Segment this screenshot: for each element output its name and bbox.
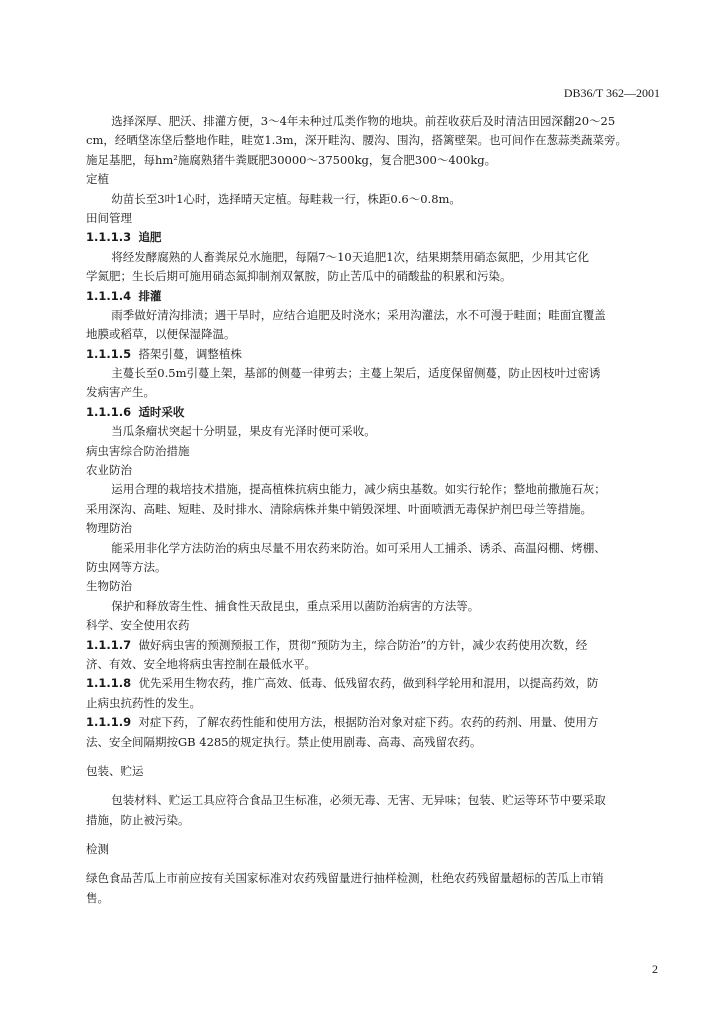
standard-number: DB36/T 362—2001 <box>563 86 660 100</box>
clause-text: 优先采用生物农药，推广高效、低毒、低残留农药，做到科学轮用和混用，以提高药效，防 <box>138 676 599 691</box>
clause-title: 排灌 <box>138 288 162 303</box>
section-heading-pesticide-use: 科学、安全使用农药 <box>86 618 190 633</box>
clause-heading-1-1-1-4 <box>86 287 658 306</box>
clause-heading-1-1-1-5 <box>86 345 658 364</box>
clause-1-1-1-9 <box>86 713 658 732</box>
section-heading-dingzhi: 定植 <box>86 172 109 187</box>
paragraph-line: 幼苗长至3叶1心时，选择晴天定植。每畦栽一行，株距0.6～0.8m。 <box>111 191 461 206</box>
clause-text: 对症下药，了解农药性能和使用方法，根据防治对象对症下药。农药的药剂、用量、使用方 <box>138 715 599 730</box>
paragraph-line: 售。 <box>86 890 109 905</box>
clause-1-1-1-7 <box>86 636 658 655</box>
paragraph-line: 止病虫抗药性的发生。 <box>86 695 201 710</box>
paragraph-line: 济、有效、安全地将病虫害控制在最低水平。 <box>86 656 316 671</box>
clause-number: 1.1.1.3 <box>86 230 132 245</box>
paragraph-line: 绿色食品苦瓜上市前应按有关国家标准对农药残留量进行抽样检测，杜绝农药残留量超标的苦瓜上市销 <box>86 871 604 886</box>
paragraph-line: 防虫网等方法。 <box>86 559 167 574</box>
paragraph-line: 法、安全间隔期按GB 4285的规定执行。禁止使用剧毒、高毒、高残留农药。 <box>86 734 482 749</box>
paragraph-line: 能采用非化学方法防治的病虫尽量不用农药来防治。如可采用人工捕杀、诱杀、高温闷棚、烤棚、 <box>111 540 606 555</box>
paragraph-line: 运用合理的栽培技术措施，提高植株抗病虫能力，减少病虫基数。如实行轮作；整地前撒施石灰； <box>111 482 606 497</box>
clause-number: 1.1.1.9 <box>86 715 132 730</box>
paragraph-line: 采用深沟、高畦、短畦、及时排水、清除病株并集中销毁深埋、叶面喷洒无毒保护剂巴母兰等措施。 <box>86 501 592 516</box>
clause-title: 适时采收 <box>138 404 185 419</box>
paragraph-line: 选择深厚、肥沃、排灌方便，3～4年未种过瓜类作物的地块。前茬收获后及时清洁田园深翻20～25 <box>111 114 616 128</box>
document-body <box>86 112 658 908</box>
paragraph-line: 包装材料、贮运工具应符合食品卫生标准，必须无毒、无害、无异味；包装、贮运等环节中要采取 <box>111 793 606 808</box>
paragraph-line: 当瓜条瘤状突起十分明显，果皮有光泽时便可采收。 <box>111 424 376 439</box>
section-heading-pest-control: 病虫害综合防治措施 <box>86 443 190 458</box>
section-heading-packaging: 包装、贮运 <box>86 763 144 778</box>
clause-text: 做好病虫害的预测预报工作，贯彻“预防为主，综合防治”的方针，减少农药使用次数，经 <box>138 637 588 652</box>
section-heading-field-management: 田间管理 <box>86 210 132 225</box>
clause-heading-1-1-1-3 <box>86 228 658 247</box>
section-heading-physical: 物理防治 <box>86 521 132 536</box>
paragraph-line: 学氮肥；生长后期可施用硝态氮抑制剂双氰胺，防止苦瓜中的硝酸盐的积累和污染。 <box>86 269 512 284</box>
paragraph-line: 施足基肥，每hm²施腐熟猪牛粪厩肥30000～37500kg，复合肥300～400kg。 <box>86 152 497 167</box>
clause-number: 1.1.1.7 <box>86 637 132 652</box>
clause-number: 1.1.1.8 <box>86 676 132 691</box>
paragraph-line: 保护和释放寄生性、捕食性天敌昆虫，重点采用以菌防治病害的方法等。 <box>111 598 480 613</box>
paragraph-line: 将经发酵腐熟的人畜粪尿兑水施肥，每隔7～10天追肥1次，结果期禁用硝态氮肥，少用其它化 <box>111 249 590 264</box>
section-heading-biological: 生物防治 <box>86 579 132 594</box>
clause-number: 1.1.1.6 <box>86 404 132 419</box>
paragraph-line: 主蔓长至0.5m引蔓上架，基部的侧蔓一律剪去；主蔓上架后，适度保留侧蔓，防止因枝叶过密诱 <box>111 366 601 381</box>
paragraph-line: cm，经晒垡冻垡后整地作畦，畦宽1.3m，深开畦沟、腰沟、围沟，搭篱壁架。也可间作在葱蒜类蔬菜旁。 <box>86 133 628 148</box>
paragraph-line: 发病害产生。 <box>86 385 155 400</box>
clause-number: 1.1.1.4 <box>86 288 132 303</box>
page-number: 2 <box>652 962 658 976</box>
clause-title: 搭架引蔓，调整植株 <box>138 346 242 361</box>
clause-title: 追肥 <box>138 230 162 245</box>
paragraph-line: 地膜或稻草，以便保湿降温。 <box>86 327 236 342</box>
paragraph-line: 雨季做好清沟排渍；遇干旱时，应结合追肥及时浇水；采用沟灌法，水不可漫于畦面；畦面宜覆盖 <box>111 307 606 322</box>
section-heading-testing: 检测 <box>86 842 109 857</box>
clause-1-1-1-8 <box>86 674 658 693</box>
paragraph-line: 措施，防止被污染。 <box>86 812 190 827</box>
clause-number: 1.1.1.5 <box>86 346 132 361</box>
clause-heading-1-1-1-6 <box>86 403 658 422</box>
section-heading-agricultural: 农业防治 <box>86 463 132 478</box>
